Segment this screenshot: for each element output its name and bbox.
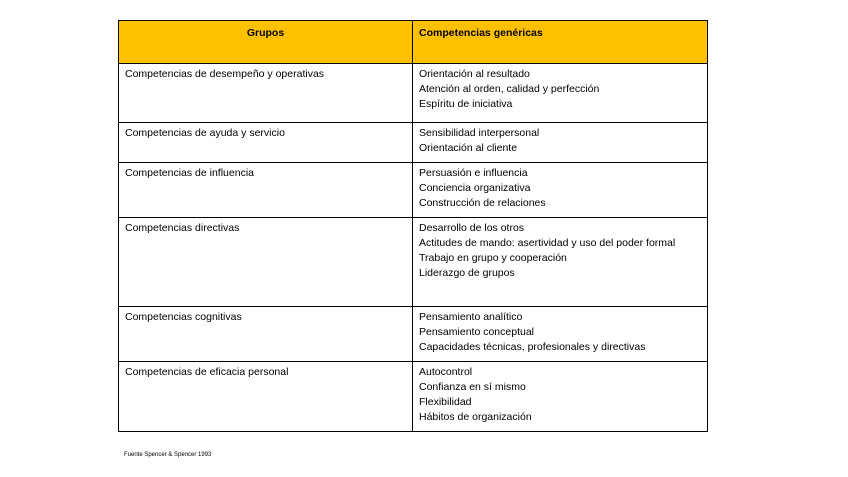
competency-item: Orientación al cliente xyxy=(419,142,518,154)
competencies-table xyxy=(118,20,708,432)
competency-item: Espíritu de iniciativa xyxy=(419,98,513,110)
competencies-cell xyxy=(413,123,708,163)
competency-item: Hábitos de organización xyxy=(419,411,532,423)
competency-item: Construcción de relaciones xyxy=(419,197,546,209)
competency-item: Capacidades técnicas, profesionales y directivas xyxy=(419,341,646,353)
table-row xyxy=(119,307,708,362)
table-row xyxy=(119,362,708,432)
table-row xyxy=(119,163,708,218)
competencies-cell xyxy=(413,218,708,307)
competencies-cell xyxy=(413,362,708,432)
group-cell: Competencias de eficacia personal xyxy=(119,362,413,432)
competency-item: Flexibilidad xyxy=(419,396,472,408)
competency-item: Autocontrol xyxy=(419,366,473,378)
competency-item: Sensibilidad interpersonal xyxy=(419,127,540,139)
header-competencies: Competencias genéricas xyxy=(413,21,708,64)
competency-item: Pensamiento conceptual xyxy=(419,326,534,338)
table-header-row xyxy=(119,21,708,64)
header-groups: Grupos xyxy=(119,21,413,64)
competency-item: Atención al orden, calidad y perfección xyxy=(419,83,600,95)
source-note: Fuente Spencer & Spencer 1993 xyxy=(124,452,212,458)
competency-item: Desarrollo de los otros xyxy=(419,222,525,234)
competency-item: Trabajo en grupo y cooperación xyxy=(419,252,567,264)
competency-item: Actitudes de mando: asertividad y uso del poder formal xyxy=(419,237,676,249)
competency-item: Conciencia organizativa xyxy=(419,182,531,194)
table-row xyxy=(119,218,708,307)
competency-item: Liderazgo de grupos xyxy=(419,267,515,279)
group-cell: Competencias de desempeño y operativas xyxy=(119,64,413,123)
competency-item: Orientación al resultado xyxy=(419,68,530,80)
table-row xyxy=(119,123,708,163)
group-cell: Competencias cognitivas xyxy=(119,307,413,362)
competencies-cell xyxy=(413,64,708,123)
competencies-cell xyxy=(413,163,708,218)
group-cell: Competencias de ayuda y servicio xyxy=(119,123,413,163)
competencies-cell xyxy=(413,307,708,362)
group-cell: Competencias de influencia xyxy=(119,163,413,218)
table-row xyxy=(119,64,708,123)
competency-item: Persuasión e influencia xyxy=(419,167,528,179)
group-cell: Competencias directivas xyxy=(119,218,413,307)
competency-item: Confianza en sí mismo xyxy=(419,381,526,393)
competency-item: Pensamiento analítico xyxy=(419,311,523,323)
